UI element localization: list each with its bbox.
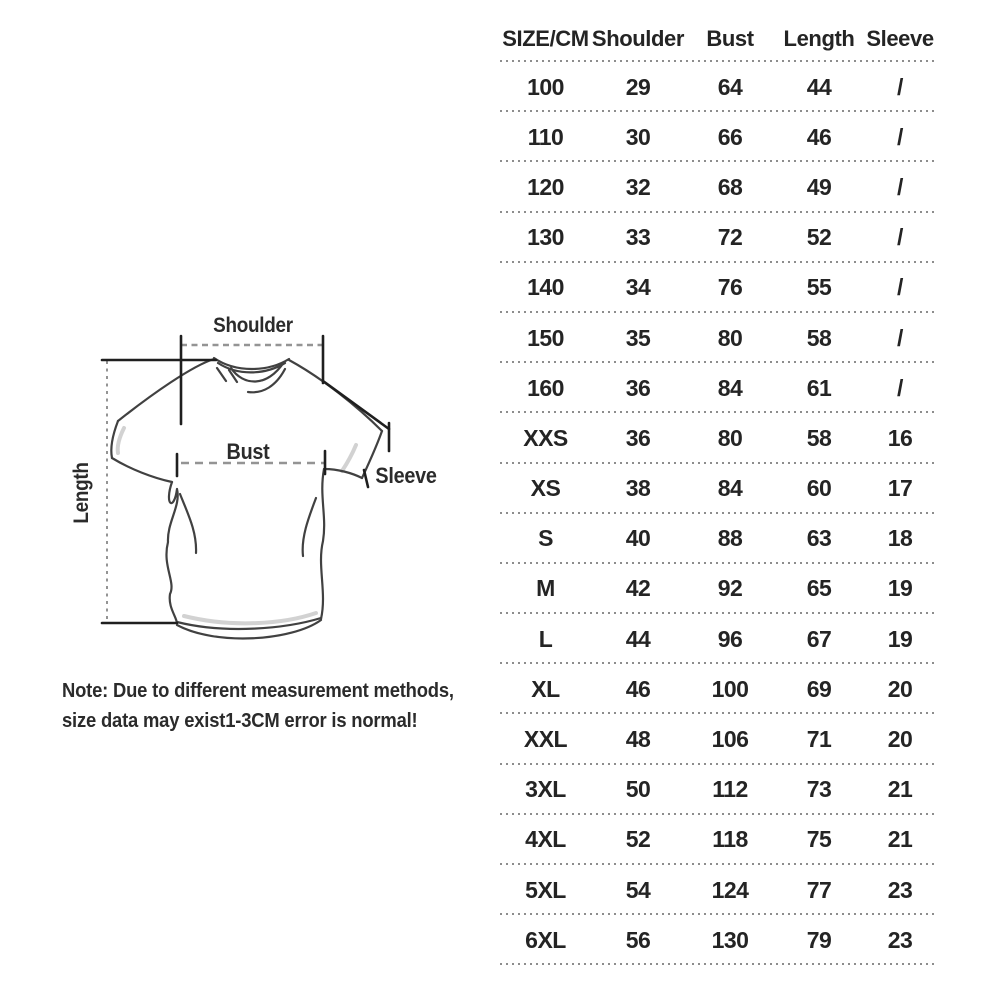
bust-cell: 64: [717, 73, 743, 100]
length-cell: 60: [806, 475, 832, 502]
sleeve-cuff-tick: [364, 470, 368, 487]
bust-cell: 72: [717, 224, 743, 251]
size-table-row: [500, 363, 937, 413]
sleeve-cell: /: [897, 274, 903, 301]
shoulder-cell: 33: [625, 224, 651, 251]
sleeve-cell: /: [897, 224, 903, 251]
size-table-row: [500, 865, 937, 915]
bust-cell: 80: [717, 424, 743, 451]
bust-cell: 84: [717, 475, 743, 502]
size-cell: S: [538, 525, 553, 552]
size-table-row: [500, 464, 937, 514]
size-cell: 4XL: [525, 826, 566, 853]
right-sleeve-cuff-edge: [324, 469, 362, 478]
left-sleeve-shading: [118, 428, 124, 453]
size-table: [500, 16, 937, 965]
sleeve-cell: 21: [887, 826, 913, 853]
shoulder-cell: 42: [625, 575, 651, 602]
bust-cell: 66: [717, 123, 743, 150]
bust-label: Bust: [226, 439, 270, 464]
sleeve-cell: 20: [887, 675, 913, 702]
size-table-row: [500, 162, 937, 212]
size-table-row: [500, 815, 937, 865]
sleeve-cell: 18: [887, 525, 913, 552]
tshirt-outline-group: [111, 358, 382, 638]
size-cell: 6XL: [525, 926, 566, 953]
bust-cell: 96: [717, 625, 743, 652]
sleeve-cell: /: [897, 374, 903, 401]
size-table-row: [500, 514, 937, 564]
length-cell: 69: [806, 675, 832, 702]
bust-cell: 124: [711, 876, 749, 903]
note-line-1: Note: Due to different measurement methods,: [62, 680, 454, 702]
size-table-header-row: [500, 16, 937, 62]
left-underarm-wrinkle: [180, 494, 196, 553]
sleeve-cell: 19: [887, 575, 913, 602]
sleeve-label: Sleeve: [375, 463, 437, 488]
bust-cell: 100: [711, 675, 749, 702]
size-table-row: [500, 62, 937, 112]
shoulder-cell: 34: [625, 274, 651, 301]
bust-cell: 84: [717, 374, 743, 401]
length-cell: 63: [806, 525, 832, 552]
size-table-row: [500, 614, 937, 664]
sleeve-cell: 23: [887, 876, 913, 903]
shoulder-cell: 35: [625, 324, 651, 351]
size-table-row: [500, 213, 937, 263]
shoulder-cell: 40: [625, 525, 651, 552]
size-cell: XS: [530, 475, 561, 502]
length-cell: 58: [806, 324, 832, 351]
sleeve-cell: /: [897, 123, 903, 150]
shoulder-cell: 29: [625, 73, 651, 100]
left-sleeve-cuff-edge: [112, 458, 172, 482]
sleeve-cell: /: [897, 173, 903, 200]
right-sleeve-shading: [342, 445, 356, 471]
size-table-row: [500, 714, 937, 764]
length-cell: 71: [806, 726, 832, 753]
size-cell: 150: [527, 324, 564, 351]
size-cell: L: [538, 625, 553, 652]
size-table-row: [500, 664, 937, 714]
sleeve-cell: 20: [887, 726, 913, 753]
length-cell: 52: [806, 224, 832, 251]
length-cell: 61: [806, 374, 832, 401]
size-table-body: [500, 62, 937, 965]
size-table-row: [500, 413, 937, 463]
length-cell: 79: [806, 926, 832, 953]
header-sleeve: Sleeve: [866, 26, 934, 51]
size-cell: 160: [527, 374, 564, 401]
shoulder-cell: 44: [625, 625, 651, 652]
right-underarm-wrinkle: [303, 498, 316, 556]
size-cell: 120: [527, 173, 564, 200]
bust-cell: 130: [711, 926, 749, 953]
size-cell: 130: [527, 224, 564, 251]
bust-cell: 76: [717, 274, 743, 301]
length-label: Length: [70, 462, 93, 524]
length-cell: 44: [806, 73, 832, 100]
shoulder-cell: 36: [625, 424, 651, 451]
sleeve-cell: 16: [887, 424, 913, 451]
size-cell: M: [536, 575, 555, 602]
shoulder-label: Shoulder: [213, 314, 293, 337]
shoulder-cell: 36: [625, 374, 651, 401]
shoulder-cell: 56: [625, 926, 651, 953]
shoulder-cell: 50: [625, 776, 651, 803]
bust-cell: 106: [711, 726, 749, 753]
size-table-row: [500, 263, 937, 313]
left-body-edge: [166, 482, 177, 623]
size-cell: XXL: [523, 726, 568, 753]
shoulder-cell: 48: [625, 726, 651, 753]
length-cell: 65: [806, 575, 832, 602]
bust-cell: 88: [717, 525, 743, 552]
length-cell: 55: [806, 274, 832, 301]
note-line-2: size data may exist1-3CM error is normal!: [62, 710, 418, 732]
size-table-row: [500, 564, 937, 614]
length-cell: 73: [806, 776, 832, 803]
collar-rib-tick-1: [217, 368, 226, 381]
length-cell: 46: [806, 123, 832, 150]
bust-cell: 112: [712, 776, 748, 803]
sleeve-cell: 21: [887, 776, 913, 803]
hem-shading: [184, 613, 316, 623]
length-cell: 67: [806, 625, 832, 652]
length-cell: 49: [806, 173, 832, 200]
size-cell: 5XL: [525, 876, 566, 903]
sleeve-measure-line: [323, 381, 389, 429]
shoulder-cell: 46: [625, 675, 651, 702]
size-cell: 110: [527, 123, 564, 150]
shoulder-cell: 30: [625, 123, 651, 150]
size-table-row: [500, 765, 937, 815]
length-cell: 75: [806, 826, 832, 853]
length-cell: 77: [806, 876, 832, 903]
sleeve-cell: 23: [887, 926, 913, 953]
shoulder-cell: 38: [625, 475, 651, 502]
left-shoulder-edge: [118, 359, 214, 421]
shoulder-cell: 32: [625, 173, 651, 200]
bust-cell: 92: [717, 575, 743, 602]
size-cell: 140: [527, 274, 564, 301]
bust-cell: 118: [712, 826, 748, 853]
size-cell: 100: [527, 73, 564, 100]
shoulder-cell: 52: [625, 826, 651, 853]
header-bust: Bust: [706, 26, 754, 51]
size-table-row: [500, 112, 937, 162]
size-table-row: [500, 915, 937, 965]
header-shoulder: Shoulder: [591, 26, 685, 51]
bust-cell: 80: [717, 324, 743, 351]
size-cell: 3XL: [525, 776, 566, 803]
right-shoulder-edge: [289, 360, 382, 431]
sleeve-cell: 17: [887, 475, 913, 502]
shoulder-cell: 54: [625, 876, 651, 903]
header-size-cm: SIZE/CM: [502, 26, 589, 51]
length-cell: 58: [806, 424, 832, 451]
bust-cell: 68: [717, 173, 743, 200]
right-body-edge: [321, 469, 324, 619]
measurement-note: [62, 676, 454, 736]
size-cell: XL: [531, 675, 560, 702]
header-length: Length: [783, 26, 855, 51]
sleeve-cell: 19: [887, 625, 913, 652]
sleeve-cell: /: [897, 73, 903, 100]
dashed-guides-group: [107, 345, 325, 622]
size-table-row: [500, 313, 937, 363]
sleeve-cell: /: [897, 324, 903, 351]
size-cell: XXS: [523, 424, 568, 451]
